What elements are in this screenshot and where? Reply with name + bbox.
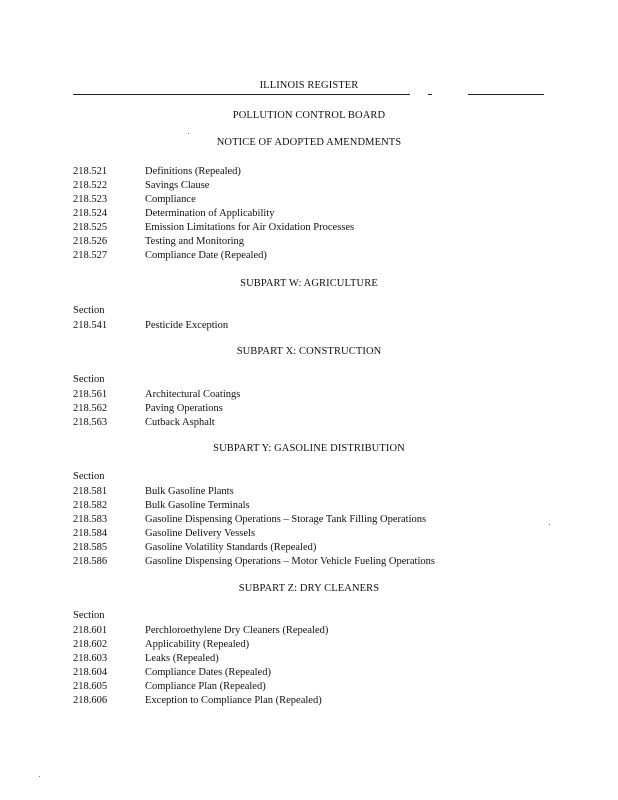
section-title: Perchloroethylene Dry Cleaners (Repealed) — [145, 625, 329, 636]
scan-speck — [549, 524, 550, 525]
subpart-heading: SUBPART Z: DRY CLEANERS — [238, 583, 380, 594]
section-title: Pesticide Exception — [145, 320, 229, 331]
section-label: Section — [73, 471, 105, 482]
header-rule-right — [468, 94, 544, 95]
section-number: 218.605 — [73, 681, 108, 692]
section-number: 218.563 — [73, 417, 108, 428]
section-number: 218.526 — [73, 236, 108, 247]
section-title: Architectural Coatings — [145, 389, 241, 400]
section-title: Emission Limitations for Air Oxidation Processes — [145, 222, 355, 233]
section-label: Section — [73, 374, 105, 385]
section-number: 218.582 — [73, 500, 108, 511]
section-title: Bulk Gasoline Terminals — [145, 500, 250, 511]
section-number: 218.583 — [73, 514, 108, 525]
section-title: Bulk Gasoline Plants — [145, 486, 234, 497]
section-title: Savings Clause — [145, 180, 210, 191]
notice-title: NOTICE OF ADOPTED AMENDMENTS — [216, 137, 402, 148]
header-rule-left — [73, 94, 410, 95]
section-title: Gasoline Delivery Vessels — [145, 528, 256, 539]
section-title: Paving Operations — [145, 403, 223, 414]
section-title: Exception to Compliance Plan (Repealed) — [145, 695, 322, 706]
section-number: 218.523 — [73, 194, 108, 205]
section-title: Applicability (Repealed) — [145, 639, 250, 650]
section-title: Gasoline Dispensing Operations – Storage Tank Filling Operations — [145, 514, 427, 525]
scan-speck — [39, 776, 40, 777]
section-number: 218.561 — [73, 389, 108, 400]
section-title: Gasoline Volatility Standards (Repealed) — [145, 542, 317, 553]
section-number: 218.601 — [73, 625, 108, 636]
section-number: 218.606 — [73, 695, 108, 706]
header-rule-mark — [428, 94, 432, 95]
subpart-heading: SUBPART X: CONSTRUCTION — [236, 346, 382, 357]
section-title: Compliance — [145, 194, 196, 205]
section-title: Cutback Asphalt — [145, 417, 215, 428]
section-number: 218.541 — [73, 320, 108, 331]
section-number: 218.603 — [73, 653, 108, 664]
scan-speck — [188, 133, 189, 134]
section-title: Compliance Plan (Repealed) — [145, 681, 266, 692]
section-number: 218.586 — [73, 556, 108, 567]
section-title: Definitions (Repealed) — [145, 166, 241, 177]
section-title: Determination of Applicability — [145, 208, 275, 219]
section-number: 218.584 — [73, 528, 108, 539]
subpart-heading: SUBPART W: AGRICULTURE — [240, 278, 378, 289]
section-label: Section — [73, 610, 105, 621]
register-title: ILLINOIS REGISTER — [259, 80, 359, 91]
agency-title: POLLUTION CONTROL BOARD — [232, 110, 386, 121]
section-label: Section — [73, 305, 105, 316]
section-number: 218.522 — [73, 180, 108, 191]
section-number: 218.602 — [73, 639, 108, 650]
section-number: 218.581 — [73, 486, 108, 497]
subpart-heading: SUBPART Y: GASOLINE DISTRIBUTION — [213, 443, 405, 454]
section-title: Testing and Monitoring — [145, 236, 245, 247]
section-number: 218.524 — [73, 208, 108, 219]
section-title: Compliance Date (Repealed) — [145, 250, 267, 261]
section-number: 218.525 — [73, 222, 108, 233]
section-number: 218.562 — [73, 403, 108, 414]
section-number: 218.527 — [73, 250, 108, 261]
section-title: Gasoline Dispensing Operations – Motor Vehicle Fueling Operations — [145, 556, 435, 567]
section-number: 218.585 — [73, 542, 108, 553]
section-title: Compliance Dates (Repealed) — [145, 667, 271, 678]
section-number: 218.604 — [73, 667, 108, 678]
section-number: 218.521 — [73, 166, 108, 177]
section-title: Leaks (Repealed) — [145, 653, 219, 664]
